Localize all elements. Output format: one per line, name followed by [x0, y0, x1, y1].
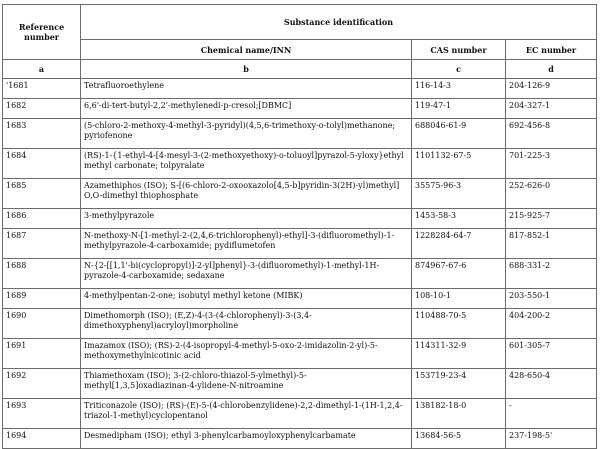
cas-cell: 35575-96-3 [412, 179, 506, 209]
table-row [3, 99, 597, 119]
ec-cell: 237-198-5' [506, 429, 597, 449]
ec-cell: 692-456-8 [506, 119, 597, 149]
ref-cell: 1683 [3, 119, 81, 149]
ref-cell: 1690 [3, 309, 81, 339]
chemical-name-cell: 6,6'-di-tert-butyl-2,2'-methylenedi-p-cresol;[DBMC] [81, 99, 412, 119]
cas-cell: 138182-18-0 [412, 399, 506, 429]
ref-cell: '1681 [3, 79, 81, 99]
ec-cell: 215-925-7 [506, 209, 597, 229]
ec-cell: 404-200-2 [506, 309, 597, 339]
ec-cell: 204-126-9 [506, 79, 597, 99]
ref-cell: 1685 [3, 179, 81, 209]
chemical-name-cell: 3-methylpyrazole [81, 209, 412, 229]
ec-cell: 204-327-1 [506, 99, 597, 119]
table-row [3, 259, 597, 289]
ref-cell: 1691 [3, 339, 81, 369]
header-col-d: d [506, 60, 597, 79]
cas-cell: 108-10-1 [412, 289, 506, 309]
ref-cell: 1688 [3, 259, 81, 289]
ref-cell: 1682 [3, 99, 81, 119]
chemical-name-cell: N-{2-[[1,1'-bi(cyclopropyl)]-2-yl]phenyl}-3-(difluoromethyl)-1-methyl-1H-pyrazole-4-carboxamide; sedaxane [81, 259, 412, 289]
cas-cell: 116-14-3 [412, 79, 506, 99]
cas-cell: 13684-56-5 [412, 429, 506, 449]
chemical-name-cell: Azamethiphos (ISO); S-[(6-chloro-2-oxooxazolo[4,5-b]pyridin-3(2H)-yl)methyl] O,O-dimethyl thiophosphate [81, 179, 412, 209]
chemical-name-cell: (5-chloro-2-methoxy-4-methyl-3-pyridyl)(4,5,6-trimethoxy-o-tolyl)methanone; pyriofenone [81, 119, 412, 149]
ref-cell: 1687 [3, 229, 81, 259]
header-col-a: a [3, 60, 81, 79]
ref-cell: 1686 [3, 209, 81, 229]
table-row [3, 179, 597, 209]
table-row [3, 289, 597, 309]
cas-cell: 119-47-1 [412, 99, 506, 119]
table-row [3, 399, 597, 429]
cas-cell: 153719-23-4 [412, 369, 506, 399]
chemical-name-cell: Thiamethoxam (ISO); 3-(2-chloro-thiazol-5-ylmethyl)-5-methyl[1,3,5]oxadiazinan-4-ylidene-N-nitroamine [81, 369, 412, 399]
ec-cell: 203-550-1 [506, 289, 597, 309]
cas-cell: 114311-32-9 [412, 339, 506, 369]
cas-cell: 110488-70-5 [412, 309, 506, 339]
ec-cell: 601-305-7 [506, 339, 597, 369]
table-row [3, 209, 597, 229]
table-row [3, 429, 597, 449]
ref-cell: 1693 [3, 399, 81, 429]
chemical-name-cell: (RS)-1-{1-ethyl-4-[4-mesyl-3-(2-methoxyethoxy)-o-toluoyl]pyrazol-5-yloxy}ethyl methyl carbonate; tolpyralate [81, 149, 412, 179]
chemical-name-cell: Tetrafluoroethylene [81, 79, 412, 99]
table-row [3, 369, 597, 399]
ref-cell: 1692 [3, 369, 81, 399]
table-row [3, 149, 597, 179]
cas-cell: 1453-58-3 [412, 209, 506, 229]
header-col-b: b [81, 60, 412, 79]
ec-cell: 688-331-2 [506, 259, 597, 289]
ec-cell: 701-225-3 [506, 149, 597, 179]
table-row [3, 119, 597, 149]
ref-cell: 1694 [3, 429, 81, 449]
ref-cell: 1689 [3, 289, 81, 309]
table-row [3, 339, 597, 369]
cas-cell: 874967-67-6 [412, 259, 506, 289]
chemical-name-cell: Dimethomorph (ISO); (E,Z)-4-(3-(4-chlorophenyl)-3-(3,4-dimethoxyphenyl)acryloyl)morpholine [81, 309, 412, 339]
ec-cell: 817-852-1 [506, 229, 597, 259]
header-ec-number: EC number [506, 40, 597, 60]
header-chemical-name: Chemical name/INN [81, 40, 412, 60]
ec-cell: 428-650-4 [506, 369, 597, 399]
table-row [3, 229, 597, 259]
chemical-name-cell: Desmedipham (ISO); ethyl 3-phenylcarbamoyloxyphenylcarbamate [81, 429, 412, 449]
header-reference-number: Reference number [3, 5, 81, 60]
table-body [3, 79, 597, 449]
table-row [3, 79, 597, 99]
chemical-name-cell: Imazamox (ISO); (RS)-2-(4-isopropyl-4-methyl-5-oxo-2-imidazolin-2-yl)-5-methoxymethylnicotinic acid [81, 339, 412, 369]
header-col-c: c [412, 60, 506, 79]
chemical-name-cell: 4-methylpentan-2-one; isobutyl methyl ketone (MIBK) [81, 289, 412, 309]
cas-cell: 1101132-67-5 [412, 149, 506, 179]
cas-cell: 688046-61-9 [412, 119, 506, 149]
ec-cell: 252-626-0 [506, 179, 597, 209]
chemical-name-cell: Triticonazole (ISO); (RS)-(E)-5-(4-chlorobenzylidene)-2,2-dimethyl-1-(1H-1,2,4-triazol-1-methyl)cyclopentanol [81, 399, 412, 429]
ec-cell: - [506, 399, 597, 429]
table-row [3, 309, 597, 339]
header-substance-identification: Substance identification [81, 5, 597, 40]
header-cas-number: CAS number [412, 40, 506, 60]
ref-cell: 1684 [3, 149, 81, 179]
cas-cell: 1228284-64-7 [412, 229, 506, 259]
substance-table [2, 4, 597, 449]
chemical-name-cell: N-methoxy-N-[1-methyl-2-(2,4,6-trichlorophenyl)-ethyl]-3-(difluoromethyl)-1-methylpyrazole-4-carboxamide; pydiflumetofen [81, 229, 412, 259]
